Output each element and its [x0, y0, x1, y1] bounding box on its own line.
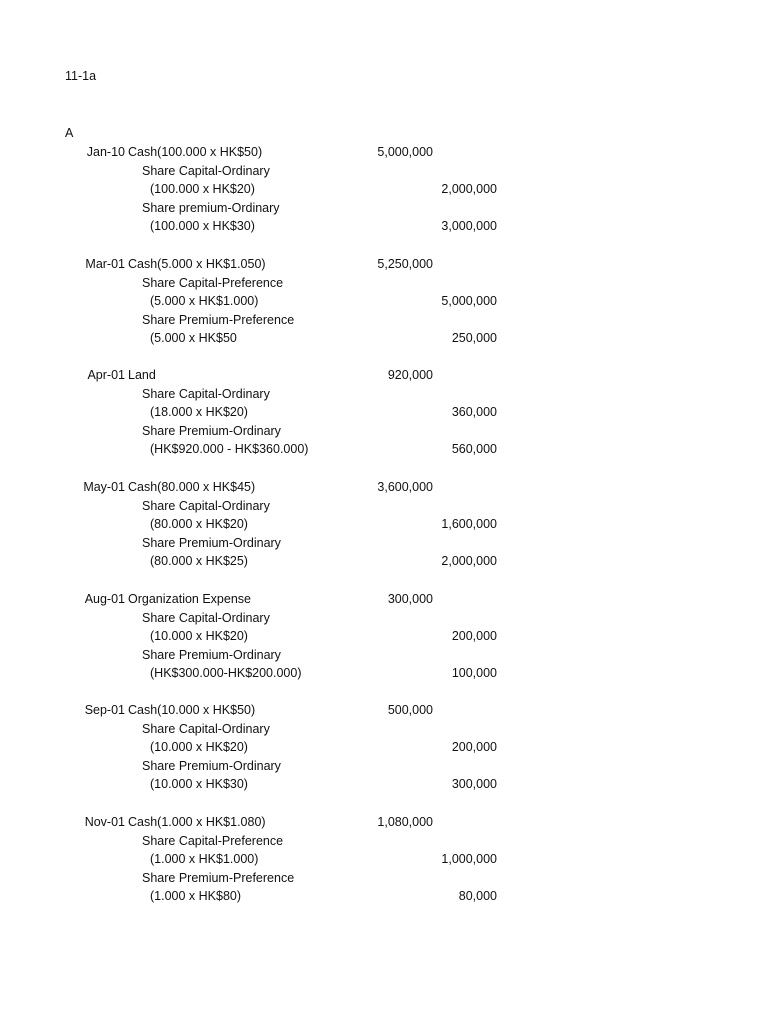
credit-amount: 2,000,000: [441, 554, 497, 569]
credit-amount: 1,000,000: [441, 852, 497, 867]
credit-detail: (5.000 x HK$50: [150, 331, 237, 346]
credit-detail-line: [0, 403, 768, 422]
journal-entry: [0, 813, 768, 906]
credit-account-line: [0, 497, 768, 516]
debit-account: Cash(1.000 x HK$1.080): [128, 815, 266, 829]
debit-amount: 920,000: [387, 368, 433, 382]
debit-line: [0, 255, 768, 274]
credit-detail: (100.000 x HK$20): [150, 182, 255, 197]
credit-detail-line: [0, 329, 768, 348]
debit-amount: 500,000: [387, 703, 433, 717]
debit-account: Cash(5.000 x HK$1.050): [128, 257, 266, 271]
credit-detail: (HK$920.000 - HK$360.000): [150, 442, 309, 457]
credit-account-line: [0, 832, 768, 851]
document-title: 11-1a: [65, 69, 97, 83]
credit-amount: 80,000: [458, 889, 497, 904]
credit-detail-line: [0, 515, 768, 534]
credit-amount: 200,000: [451, 629, 497, 644]
credit-amount: 2,000,000: [441, 182, 497, 197]
credit-account: Share Capital-Ordinary: [142, 386, 270, 401]
debit-account: Cash(80.000 x HK$45): [128, 480, 256, 494]
credit-detail: (1.000 x HK$80): [150, 889, 242, 904]
credit-detail-line: [0, 552, 768, 571]
section-label: A: [65, 126, 74, 140]
debit-amount: 300,000: [387, 592, 433, 606]
credit-account: Share Capital-Ordinary: [142, 498, 270, 513]
entry-date: Jan-10: [86, 145, 125, 159]
journal-entry: [0, 366, 768, 459]
debit-line: [0, 366, 768, 385]
entry-date: Aug-01: [84, 592, 125, 606]
credit-detail: (100.000 x HK$30): [150, 219, 255, 234]
credit-account-line: [0, 757, 768, 776]
debit-account: Land: [128, 368, 156, 382]
credit-detail-line: [0, 887, 768, 906]
credit-account-line: [0, 162, 768, 181]
credit-detail-line: [0, 217, 768, 236]
credit-amount: 1,600,000: [441, 517, 497, 532]
credit-amount: 360,000: [451, 405, 497, 420]
credit-detail-line: [0, 292, 768, 311]
credit-detail: (80.000 x HK$25): [150, 554, 248, 569]
credit-account-line: [0, 311, 768, 330]
debit-line: [0, 590, 768, 609]
credit-account: Share Premium-Ordinary: [142, 423, 281, 438]
credit-detail-line: [0, 627, 768, 646]
credit-detail-line: [0, 664, 768, 683]
debit-line: [0, 813, 768, 832]
credit-account-line: [0, 869, 768, 888]
debit-amount: 1,080,000: [377, 815, 433, 829]
entry-date: Apr-01: [87, 368, 125, 382]
entry-date: May-01: [83, 480, 125, 494]
credit-account: Share Premium-Ordinary: [142, 535, 281, 550]
credit-detail-line: [0, 738, 768, 757]
debit-account: Cash(10.000 x HK$50): [128, 703, 256, 717]
credit-account-line: [0, 422, 768, 441]
credit-account: Share Premium-Ordinary: [142, 758, 281, 773]
credit-account: Share Capital-Preference: [142, 833, 284, 848]
credit-account: Share Capital-Ordinary: [142, 163, 270, 178]
debit-line: [0, 701, 768, 720]
credit-account: Share Capital-Ordinary: [142, 610, 270, 625]
debit-line: [0, 478, 768, 497]
debit-amount: 5,250,000: [377, 257, 433, 271]
debit-amount: 3,600,000: [377, 480, 433, 494]
credit-amount: 560,000: [451, 442, 497, 457]
credit-detail: (18.000 x HK$20): [150, 405, 248, 420]
credit-amount: 250,000: [451, 331, 497, 346]
credit-detail: (10.000 x HK$30): [150, 777, 248, 792]
credit-account-line: [0, 720, 768, 739]
credit-detail-line: [0, 440, 768, 459]
credit-amount: 200,000: [451, 740, 497, 755]
entry-date: Sep-01: [84, 703, 125, 717]
credit-account: Share premium-Ordinary: [142, 200, 280, 215]
credit-amount: 3,000,000: [441, 219, 497, 234]
journal-entry: [0, 590, 768, 683]
journal-entry: [0, 701, 768, 794]
credit-amount: 100,000: [451, 666, 497, 681]
credit-detail: (1.000 x HK$1.000): [150, 852, 259, 867]
credit-account-line: [0, 646, 768, 665]
credit-detail: (HK$300.000-HK$200.000): [150, 666, 302, 681]
credit-detail: (80.000 x HK$20): [150, 517, 248, 532]
credit-account-line: [0, 609, 768, 628]
credit-account-line: [0, 385, 768, 404]
debit-account: Organization Expense: [128, 592, 251, 606]
credit-detail-line: [0, 850, 768, 869]
credit-detail: (10.000 x HK$20): [150, 740, 248, 755]
debit-line: [0, 143, 768, 162]
credit-account-line: [0, 199, 768, 218]
credit-account: Share Capital-Ordinary: [142, 721, 270, 736]
credit-account: Share Premium-Ordinary: [142, 647, 281, 662]
debit-amount: 5,000,000: [377, 145, 433, 159]
debit-account: Cash(100.000 x HK$50): [128, 145, 263, 159]
credit-account: Share Premium-Preference: [142, 312, 295, 327]
credit-account-line: [0, 274, 768, 293]
credit-account-line: [0, 534, 768, 553]
journal-entry: [0, 143, 768, 236]
credit-detail-line: [0, 775, 768, 794]
credit-detail: (5.000 x HK$1.000): [150, 294, 259, 309]
credit-amount: 300,000: [451, 777, 497, 792]
journal-entry: [0, 255, 768, 348]
journal-entry: [0, 478, 768, 571]
entry-date: Nov-01: [84, 815, 125, 829]
entry-date: Mar-01: [85, 257, 125, 271]
credit-detail: (10.000 x HK$20): [150, 629, 248, 644]
credit-detail-line: [0, 180, 768, 199]
credit-account: Share Premium-Preference: [142, 870, 295, 885]
credit-account: Share Capital-Preference: [142, 275, 284, 290]
credit-amount: 5,000,000: [441, 294, 497, 309]
